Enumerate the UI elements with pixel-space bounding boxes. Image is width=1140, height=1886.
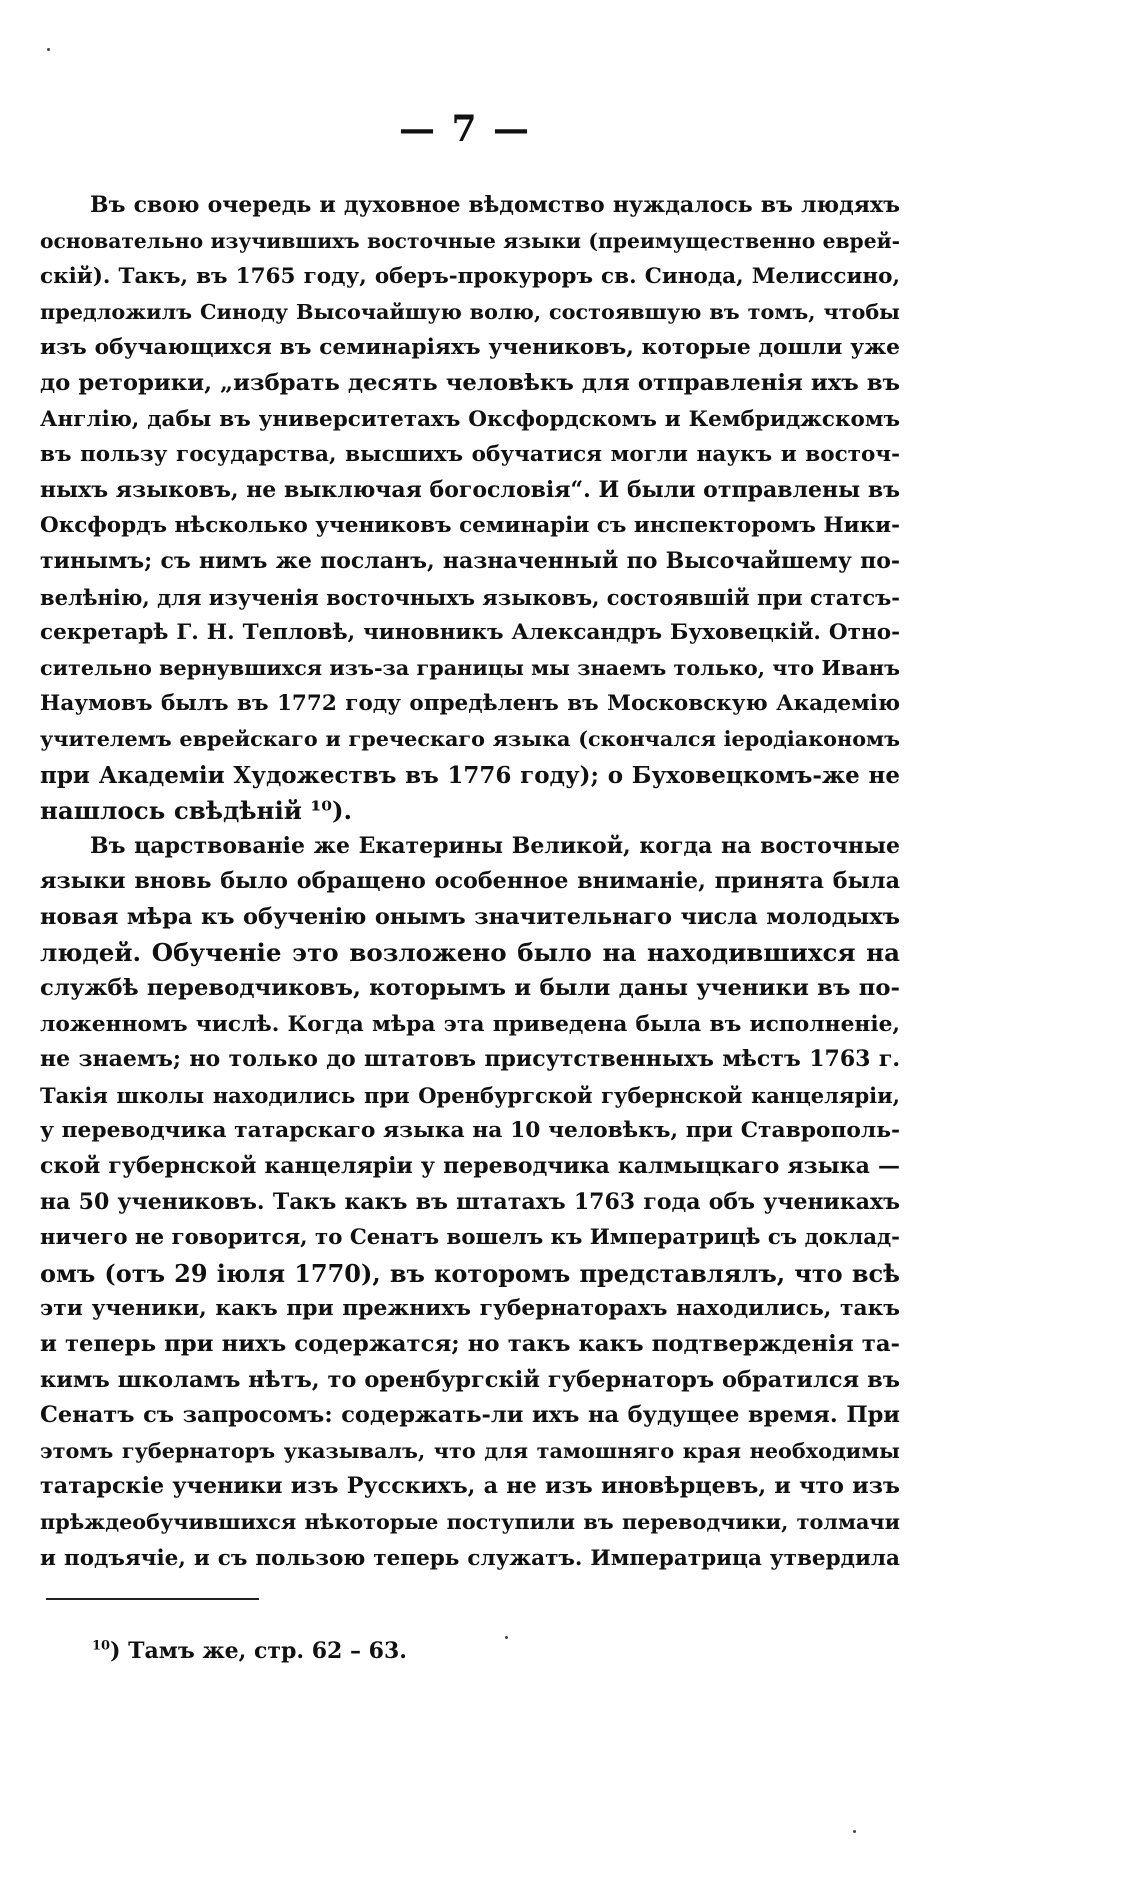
text-line: омъ (отъ 29 іюля 1770), въ которомъ представлялъ, что всѣ <box>40 1258 900 1288</box>
footnote-marker: 10 <box>92 1638 111 1654</box>
body-text <box>40 188 900 1576</box>
footnote <box>92 1638 407 1664</box>
text-line: основательно изучившихъ восточные языки (преимущественно еврей- <box>40 228 900 253</box>
text-line: при Академіи Художествъ въ 1776 году); о Буховецкомъ-же не <box>40 761 900 789</box>
text-line: секретарѣ Г. Н. Тепловѣ, чиновникъ Александръ Буховецкій. Отно- <box>40 620 900 646</box>
text-line: людей. Обученіе это возложено было на находившихся на <box>40 938 900 968</box>
text-line: татарскіе ученики изъ Русскихъ, а не изъ иновѣрцевъ, и что изъ <box>40 1473 900 1500</box>
text-line: эти ученики, какъ при прежнихъ губернаторахъ находились, такъ <box>40 1296 900 1322</box>
text-line: службѣ переводчиковъ, которымъ и были даны ученики въ по- <box>40 975 900 1002</box>
footnote-divider <box>46 1598 259 1600</box>
text-line: ложенномъ числѣ. Когда мѣра эта приведена была въ исполненіе, <box>40 1011 900 1037</box>
print-speck <box>505 1636 508 1639</box>
text-line: языки вновь было обращено особенное вниманіе, принята была <box>40 868 900 895</box>
footnote-text: Тамъ же, стр. 62 – 63. <box>128 1638 407 1664</box>
text-line: тинымъ; съ нимъ же посланъ, назначенный по Высочайшему по- <box>40 547 900 574</box>
text-line: нашлось свѣдѣній ¹⁰). <box>40 796 353 826</box>
text-line: Наумовъ былъ въ 1772 году опредѣленъ въ Московскую Академію <box>40 691 900 717</box>
text-line: и теперь при нихъ содержатся; но такъ какъ подтвержденія та- <box>40 1331 900 1357</box>
text-line: кимъ школамъ нѣтъ, то оренбургскій губернаторъ обратился въ <box>40 1366 900 1393</box>
text-line: Сенатъ съ запросомъ: содержать-ли ихъ на будущее время. При <box>40 1402 900 1429</box>
text-line: сительно вернувшихся изъ-за границы мы знаемъ только, что Иванъ <box>40 655 900 680</box>
text-line: Въ царствованіе же Екатерины Великой, когда на восточные <box>90 832 900 859</box>
text-line: прѣждеобучившихся нѣкоторые поступили въ переводчики, толмачи <box>40 1509 900 1534</box>
text-line: въ пользу государства, высшихъ обучатися могли наукъ и восточ- <box>40 442 900 468</box>
text-line: ской губернской канцеляріи у переводчика калмыцкаго языка — <box>40 1153 900 1180</box>
text-line: Англію, дабы въ университетахъ Оксфордскомъ и Кембриджскомъ <box>40 406 900 432</box>
print-speck <box>853 1830 856 1833</box>
text-line: Оксфордъ нѣсколько учениковъ семинаріи съ инспекторомъ Ники- <box>40 513 900 539</box>
text-line: предложилъ Синоду Высочайшую волю, состоявшую въ томъ, чтобы <box>40 299 900 324</box>
text-line: не знаемъ; но только до штатовъ присутственныхъ мѣстъ 1763 г. <box>40 1046 900 1073</box>
text-line: Такія школы находились при Оренбургской губернской канцеляріи, <box>40 1082 900 1108</box>
text-line: ныхъ языковъ, не выключая богословія“. И были отправлены въ <box>40 476 900 503</box>
print-speck <box>47 48 50 51</box>
text-line: у переводчика татарскаго языка на 10 человѣкъ, при Ставрополь- <box>40 1118 900 1144</box>
text-line: этомъ губернаторъ указывалъ, что для тамошняго края необходимы <box>40 1438 900 1463</box>
text-line: на 50 учениковъ. Такъ какъ въ штатахъ 1763 года объ ученикахъ <box>40 1188 900 1215</box>
page-number: — 7 — <box>398 108 532 150</box>
text-line: новая мѣра къ обученію онымъ значительнаго числа молодыхъ <box>40 903 900 930</box>
text-line: учителемъ еврейскаго и греческаго языка (скончался іеродіакономъ <box>40 726 900 751</box>
text-line: до реторики, „избрать десять человѣкъ для отправленія ихъ въ <box>40 369 900 396</box>
text-line: скій). Такъ, въ 1765 году, оберъ-прокуроръ св. Синода, Мелиссино, <box>40 264 900 290</box>
footnote-paren: ) <box>110 1638 129 1664</box>
text-line: и подъячіе, и съ пользою теперь служатъ. Императрица утвердила <box>40 1545 900 1571</box>
text-line: Въ свою очередь и духовное вѣдомство нуждалось въ людяхъ <box>90 192 900 218</box>
text-line: изъ обучающихся въ семинаріяхъ учениковъ, которые дошли уже <box>40 335 900 361</box>
text-line: велѣнію, для изученія восточныхъ языковъ, состоявшій при статсъ- <box>40 584 900 610</box>
text-line: ничего не говорится, то Сенатъ вошелъ къ Императрицѣ съ доклад- <box>40 1225 900 1251</box>
